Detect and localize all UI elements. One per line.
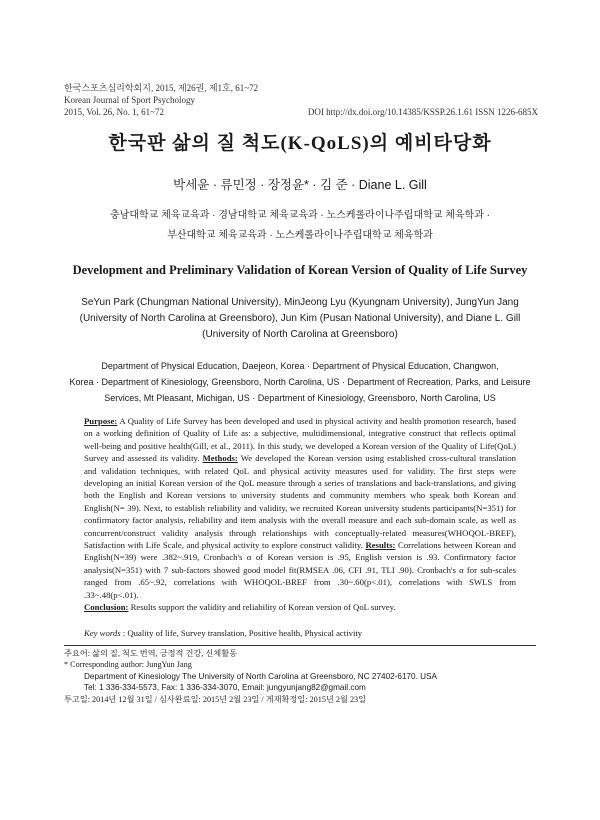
journal-line-english: Korean Journal of Sport Psychology (64, 95, 195, 105)
author-contact: Tel: 1 336-334-5573, Fax: 1 336-334-3070, Email: jungyunjang82@gmail.com (84, 683, 366, 693)
english-affiliation-line: Services, Mt Pleasant, Michigan, US · Department of Kinesiology, Greensboro, North Carolina, US (104, 393, 496, 403)
results-text: Correlations between Korean and English(N=39) were .382~.919, Cronbach's α of Korean version is .95, English version is .93. Confirmatory factor analysis(N=351) with 7 sub-factors showed good model fit(RMSEA .06, CFI .91, TLI .90). Cronbach's α for sub-scales ranged from .65~.92, correlations with WHOQOL-BREF from .30~.60(p<.01), correlations with SWLS from .33~.48(p<.01). (84, 540, 517, 600)
korean-affiliations (60, 206, 540, 246)
footnote-divider (64, 645, 536, 646)
journal-line-volume (64, 106, 538, 118)
english-affiliations (56, 358, 544, 406)
corresponding-author: * Corresponding author: JungYun Jang (64, 660, 192, 670)
english-author-line: (University of North Carolina at Greensboro) (202, 329, 398, 340)
english-affiliation-line: Department of Physical Education, Daejeon, Korea · Department of Physical Education, Changwon, (101, 361, 499, 371)
english-authors (70, 295, 530, 343)
submission-dates: 투고일: 2014년 12월 31일 / 심사완료일: 2015년 2월 23일 / 게재확정일: 2015년 2월 23일 (64, 694, 367, 704)
results-label: Results: (365, 540, 396, 551)
english-affiliation-line: Korea · Department of Kinesiology, Greensboro, North Carolina, US · Department of Recreation, Parks, and Leisure (69, 377, 531, 387)
keywords-text: : Quality of life, Survey translation, Positive health, Physical activity (120, 628, 363, 638)
journal-header (64, 82, 538, 118)
english-title: Development and Preliminary Validation of Korean Version of Quality of Life Survey (72, 263, 528, 277)
korean-authors: 박세윤 · 류민정 · 장정윤* · 김 준 · Diane L. Gill (173, 178, 427, 192)
korean-affiliation-line: 충남대학교 체육교육과 · 경남대학교 체육교육과 · 노스케롤라이나주립대학교 체육학과 · (110, 210, 490, 221)
korean-keywords: 주요어: 삶의 질, 척도 번역, 긍정적 건강, 신체활동 (64, 649, 238, 658)
footnotes (64, 648, 538, 705)
keywords-label: Key words (84, 628, 121, 638)
journal-volume: 2015, Vol. 26, No. 1, 61~72 (64, 107, 165, 117)
author-address: Department of Kinesiology The University of North Carolina at Greensboro, NC 27402-6170. USA (84, 671, 437, 681)
methods-text: We developed the Korean version using established cross-cultural translation and validation techniques, with related QoL and physical activity measures used for validity. The first steps were developing an initial Korean version of the QoL measure through a series of translations and back-translations, and giving both the English and Korean versions to university students and community members who speak both Korean and English(N= 39). Next, to establish reliability and validity, we recruited Korean university students participants(N=351) for confirmatory factor analysis, reliability and item analysis with the overall measure and each sub-domain scale, as well as concurrent/construct validity analysis through relationships with conceptually-related measures(WHOQOL-BREF), Satisfaction with Life Scale, and physical activity to explore construct validity. (84, 453, 516, 551)
purpose-text: A Quality of Life Survey has been developed and used in physical activity and health promotion research, based on a working definition of Quality of Life as: a subjective, multidimensional, integrative construct that reflects optimal well-being and positive health(Gill, et al., 2011). In this study, we developed a Korean version of the Quality of Life(QoL) Survey and assessed its validity. (84, 416, 516, 464)
korean-affiliation-line: 부산대학교 체육교육과 · 노스케롤라이나주립대학교 체육학과 (167, 230, 433, 241)
abstract (84, 415, 516, 614)
conclusion-text: Results support the validity and reliability of Korean version of QoL survey. (128, 602, 396, 613)
english-author-line: (University of North Carolina at Greensboro), Jun Kim (Pusan National University), and Diane L. Gill (79, 313, 521, 324)
journal-doi: DOI http://dx.doi.org/10.14385/KSSP.26.1.61 ISSN 1226-685X (307, 107, 538, 117)
journal-line-korean: 한국스포츠심리학회지, 2015, 제26권, 제1호, 61~72 (64, 83, 259, 93)
english-author-line: SeYun Park (Chungman National University), MinJeong Lyu (Kyungnam University), JungYun Jang (81, 297, 519, 308)
purpose-label: Purpose: (84, 416, 118, 426)
methods-label: Methods: (202, 453, 238, 464)
korean-title: 한국판 삶의 질 척도(K-QoLS)의 예비타당화 (108, 133, 492, 154)
conclusion-label: Conclusion: (84, 602, 129, 613)
keywords (84, 628, 516, 638)
